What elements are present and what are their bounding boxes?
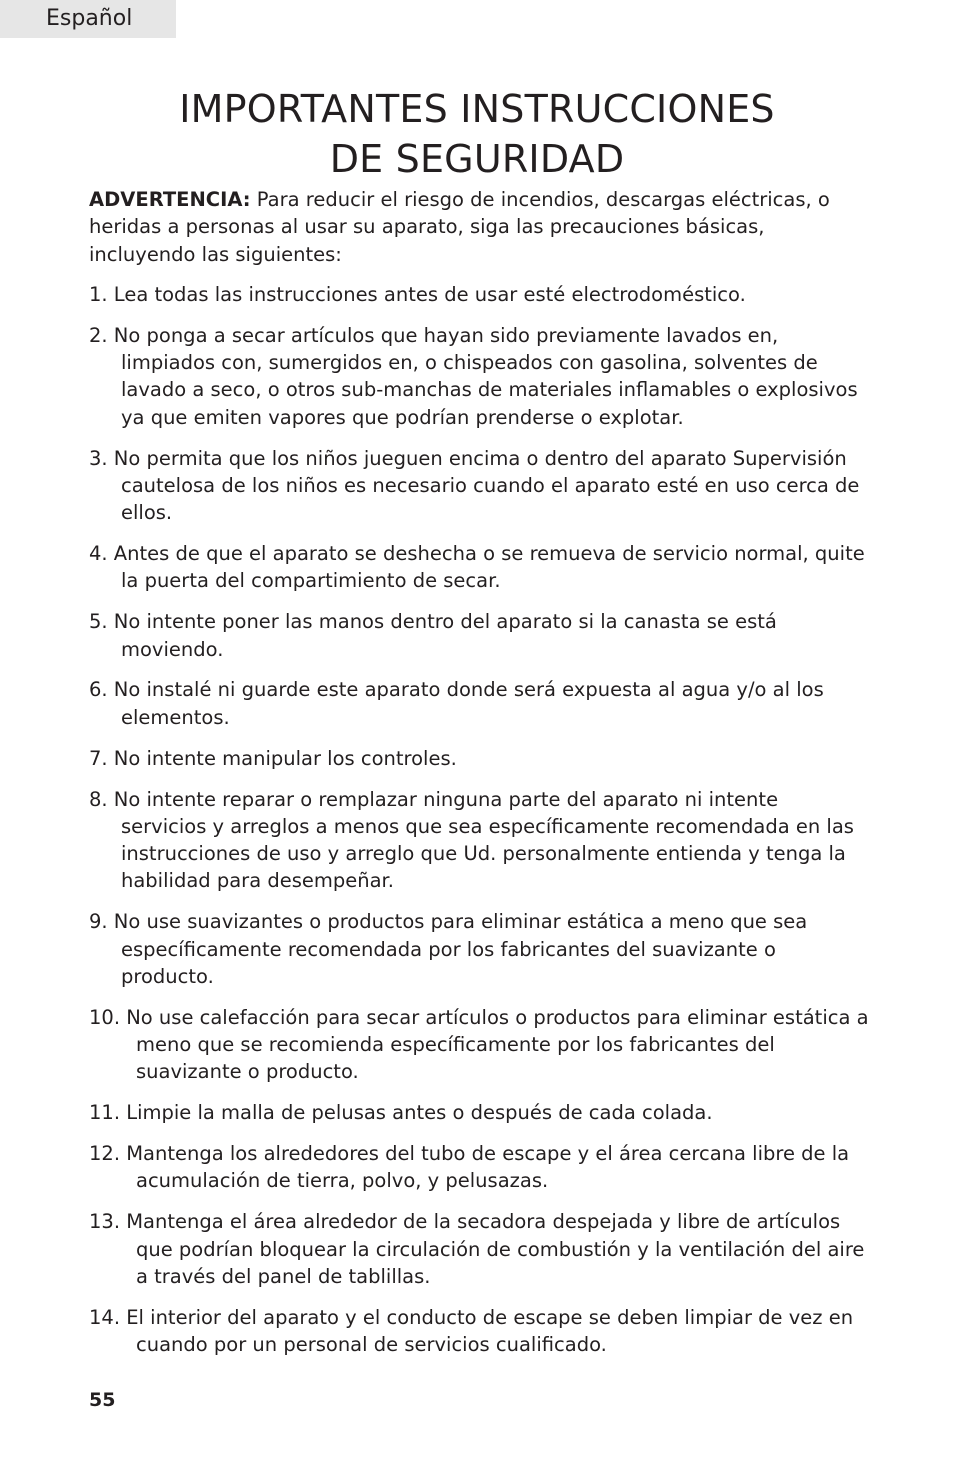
instruction-text: 9. No use suavizantes o productos para eliminar estática a meno que sea específicamente recomendada por los fabricantes del suavizante o producto. bbox=[89, 910, 808, 988]
instruction-text: 12. Mantenga los alrededores del tubo de escape y el área cercana libre de la acumulación de tierra, polvo, y pelusazas. bbox=[89, 1142, 850, 1193]
instruction-text: 4. Antes de que el aparato se deshecha o se remueva de servicio normal, quite la puerta del compartimiento de secar. bbox=[89, 542, 865, 593]
page-title-line-2: DE SEGURIDAD bbox=[329, 137, 625, 181]
instruction-text: 7. No intente manipular los controles. bbox=[89, 746, 457, 770]
list-item bbox=[89, 676, 869, 731]
list-item bbox=[89, 1004, 869, 1086]
list-item bbox=[89, 786, 869, 895]
list-item bbox=[89, 1208, 869, 1290]
page-title-line-1: IMPORTANTES INSTRUCCIONES bbox=[179, 87, 775, 131]
list-item bbox=[89, 1140, 869, 1195]
instruction-list bbox=[89, 281, 869, 1359]
instruction-text: 11. Limpie la malla de pelusas antes o después de cada colada. bbox=[89, 1101, 713, 1125]
instruction-text: 5. No intente poner las manos dentro del aparato si la canasta se está moviendo. bbox=[89, 610, 777, 661]
page-number: 55 bbox=[89, 1389, 116, 1411]
instruction-text: 2. No ponga a secar artículos que hayan sido previamente lavados en, limpiados con, sumergidos en, o chispeados con gasolina, solventes de lavado a seco, o otros sub-manchas de materiales inflamables o explosivos ya que emiten vapores que podrían prenderse o explotar. bbox=[89, 323, 858, 429]
instruction-text: 8. No intente reparar o remplazar ninguna parte del aparato ni intente servicios y arreglos a menos que sea específicamente recomendada en las instrucciones de uso y arreglo que Ud. personalmente entienda y tenga la habilidad para desempeñar. bbox=[89, 787, 854, 893]
list-item bbox=[89, 540, 869, 595]
list-item bbox=[89, 908, 869, 990]
instruction-text: 1. Lea todas las instrucciones antes de usar esté electrodoméstico. bbox=[89, 282, 746, 306]
list-item bbox=[89, 1099, 869, 1126]
language-tab bbox=[0, 0, 176, 38]
warning-text: Para reducir el riesgo de incendios, descargas eléctricas, o heridas a personas al usar su aparato, siga las precauciones básicas, incluyendo las siguientes: bbox=[89, 188, 830, 266]
instruction-text: 10. No use calefacción para secar artículos o productos para eliminar estática a meno que se recomienda específicamente por los fabricantes del suavizante o producto. bbox=[89, 1005, 869, 1084]
list-item bbox=[89, 608, 869, 663]
list-item bbox=[89, 281, 869, 308]
warning-label: ADVERTENCIA: bbox=[89, 188, 251, 211]
list-item bbox=[89, 445, 869, 527]
list-item bbox=[89, 322, 869, 431]
list-item bbox=[89, 745, 869, 772]
instruction-text: 3. No permita que los niños jueguen encima o dentro del aparato Supervisión cautelosa de los niños es necesario cuando el aparato esté en uso cerca de ellos. bbox=[89, 446, 860, 525]
safety-instructions bbox=[89, 186, 869, 1372]
instruction-text: 14. El interior del aparato y el conducto de escape se deben limpiar de vez en cuando por un personal de servicios cualificado. bbox=[89, 1305, 854, 1357]
page-title bbox=[0, 84, 954, 184]
instruction-text: 13. Mantenga el área alrededor de la secadora despejada y libre de artículos que podrían bloquear la circulación de combustión y la ventilación del aire a través del panel de tablillas. bbox=[89, 1210, 865, 1288]
list-item bbox=[89, 1304, 869, 1359]
language-label: Español bbox=[46, 6, 133, 31]
instruction-text: 6. No instalé ni guarde este aparato donde será expuesta al agua y/o al los elementos. bbox=[89, 678, 824, 729]
warning-paragraph bbox=[89, 186, 869, 268]
